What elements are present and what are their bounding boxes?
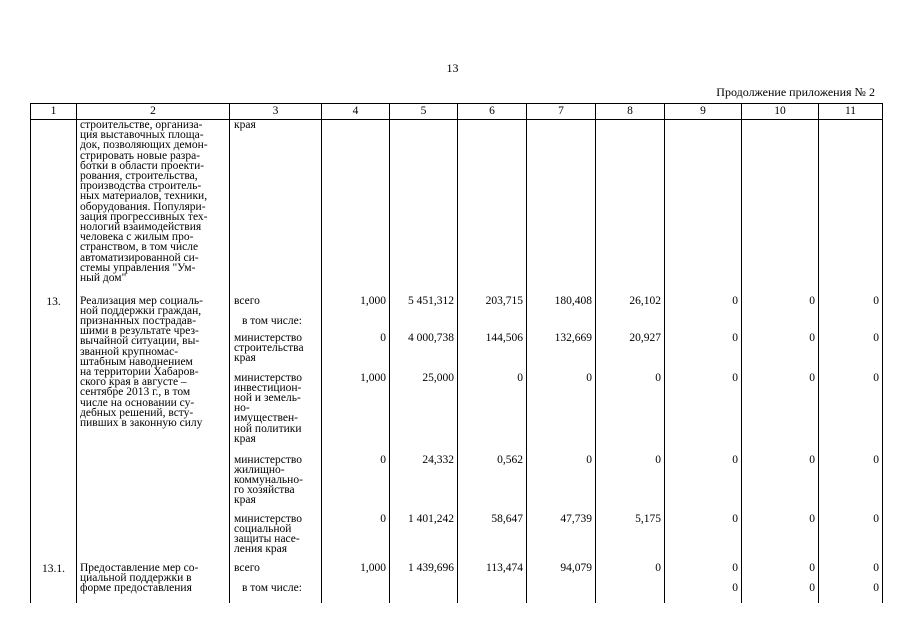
value-cell: 0 <box>527 373 596 455</box>
value-cell: 0 <box>742 583 819 603</box>
value-cell <box>390 583 458 603</box>
value-cell: 0 <box>322 514 390 563</box>
value-cell <box>458 120 527 296</box>
column-header: 10 <box>742 104 819 120</box>
value-cell: 0 <box>458 373 527 455</box>
value-cell: 0 <box>819 296 883 316</box>
value-cell: 26,102 <box>596 296 665 316</box>
value-cell: 4 000,738 <box>390 333 458 373</box>
value-cell: 24,332 <box>390 455 458 514</box>
value-cell: 0 <box>665 583 742 603</box>
value-cell: 0 <box>819 455 883 514</box>
value-cell: 1,000 <box>322 373 390 455</box>
funding-source-cell: всего <box>230 563 322 583</box>
value-cell <box>527 316 596 333</box>
value-cell: 1,000 <box>322 296 390 316</box>
value-cell: 0 <box>665 333 742 373</box>
description-cell: Предоставление мер со- циальной поддержки в форме предоставления <box>77 563 230 603</box>
value-cell: 0 <box>742 296 819 316</box>
budget-table <box>30 103 883 603</box>
value-cell: 0 <box>819 514 883 563</box>
column-header: 11 <box>819 104 883 120</box>
funding-source-cell: края <box>230 120 322 296</box>
value-cell: 0 <box>819 373 883 455</box>
value-cell <box>596 583 665 603</box>
funding-source-cell: министерство социальной защиты насе- ления края <box>230 514 322 563</box>
funding-source-cell: министерство инвестицион- ной и земель- но- имуществен- ной политики края <box>230 373 322 455</box>
description-cell: строительстве, организа- ция выставочных площа- док, позволяющих демон- стрировать новые разра- ботки в области проекти- рования, строительства, производства строитель- ных материалов, техники, оборудования. Популяри- зация прогрессивных тех- нологий взаимодействия человека с жилым про- странством, в том числе автоматизированной си- стемы управления "Ум- ный дом" <box>77 120 230 296</box>
value-cell: 0 <box>596 563 665 583</box>
column-header: 3 <box>230 104 322 120</box>
value-cell: 0 <box>322 333 390 373</box>
description-cell: Реализация мер социаль- ной поддержки граждан, признанных пострадав- шими в результате чрез- вычайной ситуации, вы- званной крупномас- штабным наводнением на территории Хабаров- ского края в августе – сентябре 2013 г., в том числе на основании су- дебных решений, всту- пивших в законную силу <box>77 296 230 563</box>
value-cell <box>322 120 390 296</box>
row-number-cell: 13. <box>31 296 77 563</box>
funding-source-cell: всего <box>230 296 322 316</box>
column-header: 7 <box>527 104 596 120</box>
column-header: 5 <box>390 104 458 120</box>
column-header: 2 <box>77 104 230 120</box>
column-header: 9 <box>665 104 742 120</box>
value-cell: 113,474 <box>458 563 527 583</box>
header-row <box>31 104 883 120</box>
value-cell: 0 <box>665 296 742 316</box>
continuation-label: Продолжение приложения № 2 <box>716 85 875 99</box>
value-cell <box>390 316 458 333</box>
value-cell: 58,647 <box>458 514 527 563</box>
table-row <box>31 563 883 583</box>
value-cell: 0 <box>742 514 819 563</box>
value-cell: 144,506 <box>458 333 527 373</box>
column-header: 4 <box>322 104 390 120</box>
table-row <box>31 296 883 316</box>
value-cell: 5 451,312 <box>390 296 458 316</box>
page-number: 13 <box>446 61 459 75</box>
value-cell: 1 439,696 <box>390 563 458 583</box>
value-cell: 0 <box>819 333 883 373</box>
value-cell <box>596 120 665 296</box>
row-number-cell: 13.1. <box>31 563 77 603</box>
value-cell: 0 <box>665 373 742 455</box>
value-cell <box>458 316 527 333</box>
funding-source-cell: в том числе: <box>230 583 322 603</box>
value-cell: 0 <box>742 563 819 583</box>
funding-source-cell: в том числе: <box>230 316 322 333</box>
value-cell <box>665 316 742 333</box>
value-cell: 0 <box>742 373 819 455</box>
value-cell <box>742 120 819 296</box>
value-cell: 1 401,242 <box>390 514 458 563</box>
value-cell <box>742 316 819 333</box>
column-header: 6 <box>458 104 527 120</box>
value-cell: 0 <box>665 455 742 514</box>
value-cell <box>665 120 742 296</box>
column-header: 1 <box>31 104 77 120</box>
value-cell: 0 <box>665 514 742 563</box>
funding-source-cell: министерство строительства края <box>230 333 322 373</box>
value-cell: 0 <box>596 455 665 514</box>
value-cell: 47,739 <box>527 514 596 563</box>
value-cell: 0 <box>819 563 883 583</box>
value-cell: 5,175 <box>596 514 665 563</box>
value-cell: 0 <box>596 373 665 455</box>
column-header: 8 <box>596 104 665 120</box>
value-cell <box>527 583 596 603</box>
value-cell: 0 <box>665 563 742 583</box>
value-cell: 0 <box>322 455 390 514</box>
funding-source-cell: министерство жилищно- коммунально- го хозяйства края <box>230 455 322 514</box>
value-cell: 0 <box>742 455 819 514</box>
value-cell: 203,715 <box>458 296 527 316</box>
table-row <box>31 120 883 296</box>
value-cell: 94,079 <box>527 563 596 583</box>
value-cell <box>819 316 883 333</box>
value-cell: 0,562 <box>458 455 527 514</box>
value-cell <box>322 583 390 603</box>
value-cell: 132,669 <box>527 333 596 373</box>
value-cell: 25,000 <box>390 373 458 455</box>
value-cell: 1,000 <box>322 563 390 583</box>
value-cell <box>322 316 390 333</box>
value-cell <box>390 120 458 296</box>
value-cell: 0 <box>742 333 819 373</box>
value-cell <box>458 583 527 603</box>
row-number-cell <box>31 120 77 296</box>
value-cell <box>527 120 596 296</box>
value-cell: 20,927 <box>596 333 665 373</box>
value-cell: 0 <box>527 455 596 514</box>
value-cell <box>596 316 665 333</box>
value-cell: 0 <box>819 583 883 603</box>
value-cell: 180,408 <box>527 296 596 316</box>
value-cell <box>819 120 883 296</box>
